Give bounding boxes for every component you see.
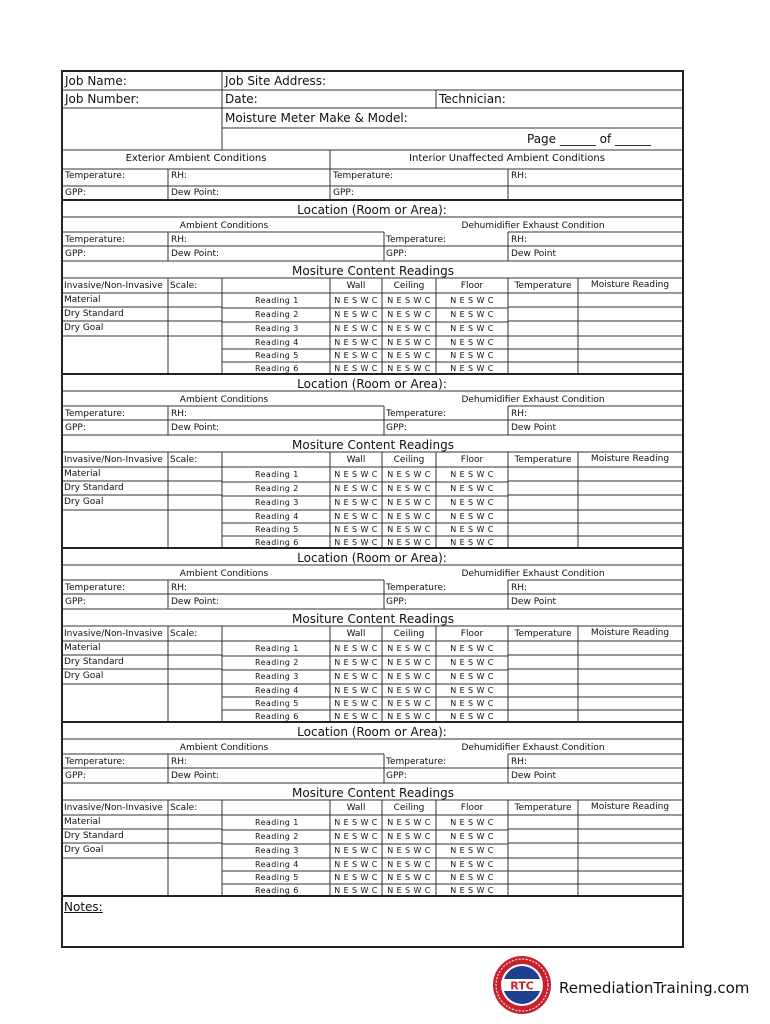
floor-directions: N E S W C [450, 351, 494, 360]
invasive-label: Invasive/Non-Invasive [64, 281, 163, 291]
interior-rh-label: RH: [511, 171, 528, 181]
ambient-conditions-title: Ambient Conditions [179, 395, 269, 405]
room-temperature-label: Temperature: [65, 583, 126, 593]
scale-label: Scale: [170, 455, 198, 465]
ceiling-directions: N E S W C [387, 832, 431, 841]
temperature-column-header: Temperature [514, 803, 572, 813]
reading-label: Reading 4 [255, 860, 299, 869]
reading-label: Reading 4 [255, 512, 299, 521]
moisture-reading-column-header: Moisture Reading [590, 802, 670, 812]
reading-label: Reading 2 [255, 310, 299, 319]
dehu-temperature-label: Temperature: [386, 409, 447, 419]
floor-directions: N E S W C [450, 818, 494, 827]
dehu-rh-label: RH: [511, 235, 528, 245]
ambient-conditions-title: Ambient Conditions [179, 743, 269, 753]
reading-label: Reading 4 [255, 686, 299, 695]
job-site-address-label: Job Site Address: [225, 74, 326, 88]
dry-goal-label: Dry Goal [64, 323, 104, 333]
moisture-reading-column-header: Moisture Reading [590, 628, 670, 638]
wall-column-header: Wall [346, 281, 366, 291]
floor-directions: N E S W C [450, 338, 494, 347]
floor-directions: N E S W C [450, 498, 494, 507]
wall-directions: N E S W C [334, 512, 378, 521]
ceiling-column-header: Ceiling [393, 803, 425, 813]
readings-title: Mositure Content Readings [292, 786, 454, 800]
reading-label: Reading 5 [255, 351, 299, 360]
room-rh-label: RH: [171, 235, 188, 245]
readings-title: Mositure Content Readings [292, 612, 454, 626]
ceiling-directions: N E S W C [387, 712, 431, 721]
dry-goal-label: Dry Goal [64, 671, 104, 681]
material-label: Material [64, 643, 101, 653]
wall-column-header: Wall [346, 803, 366, 813]
ceiling-directions: N E S W C [387, 525, 431, 534]
floor-directions: N E S W C [450, 672, 494, 681]
wall-directions: N E S W C [334, 296, 378, 305]
dehu-temperature-label: Temperature: [386, 235, 447, 245]
room-dew-point-label: Dew Point: [171, 423, 220, 433]
location-label: Location (Room or Area): [297, 377, 447, 391]
dehumidifier-condition-title: Dehumidifier Exhaust Condition [461, 221, 605, 231]
ceiling-directions: N E S W C [387, 364, 431, 373]
floor-directions: N E S W C [450, 699, 494, 708]
dry-goal-label: Dry Goal [64, 845, 104, 855]
room-gpp-label: GPP: [65, 249, 86, 259]
dehumidifier-condition-title: Dehumidifier Exhaust Condition [461, 569, 605, 579]
dehu-temperature-label: Temperature: [386, 757, 447, 767]
exterior-conditions-title: Exterior Ambient Conditions [125, 153, 267, 164]
temperature-column-header: Temperature [514, 455, 572, 465]
logo-text: RTC [510, 979, 534, 993]
scale-label: Scale: [170, 629, 198, 639]
floor-directions: N E S W C [450, 644, 494, 653]
room-dew-point-label: Dew Point: [171, 597, 220, 607]
meter-model-label: Moisture Meter Make & Model: [225, 111, 408, 125]
wall-directions: N E S W C [334, 525, 378, 534]
reading-label: Reading 1 [255, 644, 299, 653]
floor-directions: N E S W C [450, 484, 494, 493]
readings-title: Mositure Content Readings [292, 264, 454, 278]
scale-label: Scale: [170, 281, 198, 291]
room-dew-point-label: Dew Point: [171, 249, 220, 259]
dry-standard-label: Dry Standard [64, 309, 124, 319]
date-label: Date: [225, 92, 258, 106]
material-label: Material [64, 295, 101, 305]
dehu-gpp-label: GPP: [386, 249, 407, 259]
ceiling-directions: N E S W C [387, 846, 431, 855]
floor-directions: N E S W C [450, 832, 494, 841]
exterior-dew-point-label: Dew Point: [171, 188, 220, 198]
wall-directions: N E S W C [334, 699, 378, 708]
floor-directions: N E S W C [450, 512, 494, 521]
ceiling-directions: N E S W C [387, 538, 431, 547]
dehu-gpp-label: GPP: [386, 423, 407, 433]
wall-directions: N E S W C [334, 886, 378, 895]
ceiling-directions: N E S W C [387, 310, 431, 319]
ceiling-column-header: Ceiling [393, 281, 425, 291]
floor-column-header: Floor [460, 803, 484, 813]
page-number-label: Page ______ of ______ [527, 132, 652, 146]
wall-directions: N E S W C [334, 644, 378, 653]
floor-directions: N E S W C [450, 364, 494, 373]
wall-directions: N E S W C [334, 846, 378, 855]
dehu-dew-point-label: Dew Point [511, 249, 557, 259]
wall-directions: N E S W C [334, 324, 378, 333]
dehu-temperature-label: Temperature: [386, 583, 447, 593]
dry-standard-label: Dry Standard [64, 657, 124, 667]
wall-directions: N E S W C [334, 712, 378, 721]
ceiling-directions: N E S W C [387, 699, 431, 708]
floor-directions: N E S W C [450, 873, 494, 882]
reading-label: Reading 6 [255, 712, 299, 721]
location-label: Location (Room or Area): [297, 725, 447, 739]
ceiling-directions: N E S W C [387, 818, 431, 827]
ceiling-directions: N E S W C [387, 860, 431, 869]
ceiling-column-header: Ceiling [393, 455, 425, 465]
ceiling-directions: N E S W C [387, 658, 431, 667]
reading-label: Reading 3 [255, 846, 299, 855]
reading-label: Reading 5 [255, 873, 299, 882]
dehu-rh-label: RH: [511, 757, 528, 767]
room-dew-point-label: Dew Point: [171, 771, 220, 781]
ambient-conditions-title: Ambient Conditions [179, 569, 269, 579]
ceiling-directions: N E S W C [387, 686, 431, 695]
exterior-temperature-label: Temperature: [65, 171, 126, 181]
invasive-label: Invasive/Non-Invasive [64, 629, 163, 639]
ceiling-directions: N E S W C [387, 672, 431, 681]
temperature-column-header: Temperature [514, 629, 572, 639]
room-rh-label: RH: [171, 583, 188, 593]
ceiling-directions: N E S W C [387, 324, 431, 333]
location-label: Location (Room or Area): [297, 203, 447, 217]
dehu-rh-label: RH: [511, 409, 528, 419]
wall-column-header: Wall [346, 455, 366, 465]
moisture-log-form [61, 70, 684, 948]
reading-label: Reading 2 [255, 658, 299, 667]
dehu-rh-label: RH: [511, 583, 528, 593]
reading-label: Reading 1 [255, 818, 299, 827]
dehumidifier-condition-title: Dehumidifier Exhaust Condition [461, 743, 605, 753]
room-rh-label: RH: [171, 757, 188, 767]
invasive-label: Invasive/Non-Invasive [64, 803, 163, 813]
dry-standard-label: Dry Standard [64, 831, 124, 841]
floor-directions: N E S W C [450, 470, 494, 479]
reading-label: Reading 4 [255, 338, 299, 347]
wall-directions: N E S W C [334, 351, 378, 360]
wall-directions: N E S W C [334, 310, 378, 319]
reading-label: Reading 6 [255, 538, 299, 547]
scale-label: Scale: [170, 803, 198, 813]
dry-standard-label: Dry Standard [64, 483, 124, 493]
reading-label: Reading 2 [255, 484, 299, 493]
wall-directions: N E S W C [334, 832, 378, 841]
reading-label: Reading 6 [255, 886, 299, 895]
wall-column-header: Wall [346, 629, 366, 639]
dehu-dew-point-label: Dew Point [511, 771, 557, 781]
interior-conditions-title: Interior Unaffected Ambient Conditions [409, 153, 605, 164]
invasive-label: Invasive/Non-Invasive [64, 455, 163, 465]
ceiling-directions: N E S W C [387, 296, 431, 305]
wall-directions: N E S W C [334, 470, 378, 479]
dehu-dew-point-label: Dew Point [511, 597, 557, 607]
wall-directions: N E S W C [334, 498, 378, 507]
ceiling-directions: N E S W C [387, 512, 431, 521]
ceiling-column-header: Ceiling [393, 629, 425, 639]
floor-directions: N E S W C [450, 686, 494, 695]
floor-directions: N E S W C [450, 658, 494, 667]
reading-label: Reading 3 [255, 324, 299, 333]
room-rh-label: RH: [171, 409, 188, 419]
floor-column-header: Floor [460, 281, 484, 291]
floor-directions: N E S W C [450, 846, 494, 855]
reading-label: Reading 2 [255, 832, 299, 841]
ceiling-directions: N E S W C [387, 644, 431, 653]
wall-directions: N E S W C [334, 860, 378, 869]
readings-title: Mositure Content Readings [292, 438, 454, 452]
dry-goal-label: Dry Goal [64, 497, 104, 507]
floor-directions: N E S W C [450, 860, 494, 869]
room-gpp-label: GPP: [65, 423, 86, 433]
dehu-gpp-label: GPP: [386, 597, 407, 607]
wall-directions: N E S W C [334, 538, 378, 547]
moisture-reading-column-header: Moisture Reading [590, 454, 670, 464]
reading-label: Reading 3 [255, 498, 299, 507]
room-gpp-label: GPP: [65, 771, 86, 781]
material-label: Material [64, 817, 101, 827]
wall-directions: N E S W C [334, 873, 378, 882]
dehu-gpp-label: GPP: [386, 771, 407, 781]
ceiling-directions: N E S W C [387, 498, 431, 507]
exterior-rh-label: RH: [171, 171, 188, 181]
interior-temperature-label: Temperature: [333, 171, 394, 181]
ceiling-directions: N E S W C [387, 873, 431, 882]
dehumidifier-condition-title: Dehumidifier Exhaust Condition [461, 395, 605, 405]
wall-directions: N E S W C [334, 672, 378, 681]
floor-column-header: Floor [460, 629, 484, 639]
room-temperature-label: Temperature: [65, 409, 126, 419]
wall-directions: N E S W C [334, 686, 378, 695]
floor-directions: N E S W C [450, 310, 494, 319]
room-temperature-label: Temperature: [65, 757, 126, 767]
notes-label: Notes: [64, 900, 103, 914]
floor-directions: N E S W C [450, 712, 494, 721]
reading-label: Reading 3 [255, 672, 299, 681]
ceiling-directions: N E S W C [387, 886, 431, 895]
floor-directions: N E S W C [450, 525, 494, 534]
floor-directions: N E S W C [450, 886, 494, 895]
wall-directions: N E S W C [334, 364, 378, 373]
ceiling-directions: N E S W C [387, 484, 431, 493]
floor-column-header: Floor [460, 455, 484, 465]
ceiling-directions: N E S W C [387, 338, 431, 347]
footer-website: RemediationTraining.com [559, 979, 750, 997]
reading-label: Reading 5 [255, 525, 299, 534]
reading-label: Reading 1 [255, 470, 299, 479]
material-label: Material [64, 469, 101, 479]
ceiling-directions: N E S W C [387, 351, 431, 360]
wall-directions: N E S W C [334, 338, 378, 347]
ceiling-directions: N E S W C [387, 470, 431, 479]
room-gpp-label: GPP: [65, 597, 86, 607]
floor-directions: N E S W C [450, 324, 494, 333]
wall-directions: N E S W C [334, 658, 378, 667]
wall-directions: N E S W C [334, 484, 378, 493]
ambient-conditions-title: Ambient Conditions [179, 221, 269, 231]
location-label: Location (Room or Area): [297, 551, 447, 565]
floor-directions: N E S W C [450, 538, 494, 547]
exterior-gpp-label: GPP: [65, 188, 86, 198]
job-name-label: Job Name: [65, 74, 127, 88]
dehu-dew-point-label: Dew Point [511, 423, 557, 433]
wall-directions: N E S W C [334, 818, 378, 827]
reading-label: Reading 5 [255, 699, 299, 708]
room-temperature-label: Temperature: [65, 235, 126, 245]
reading-label: Reading 1 [255, 296, 299, 305]
job-number-label: Job Number: [65, 92, 140, 106]
reading-label: Reading 6 [255, 364, 299, 373]
rtc-logo-icon [492, 955, 552, 1015]
floor-directions: N E S W C [450, 296, 494, 305]
temperature-column-header: Temperature [514, 281, 572, 291]
technician-label: Technician: [439, 92, 506, 106]
moisture-reading-column-header: Moisture Reading [590, 280, 670, 290]
interior-gpp-label: GPP: [333, 188, 354, 198]
